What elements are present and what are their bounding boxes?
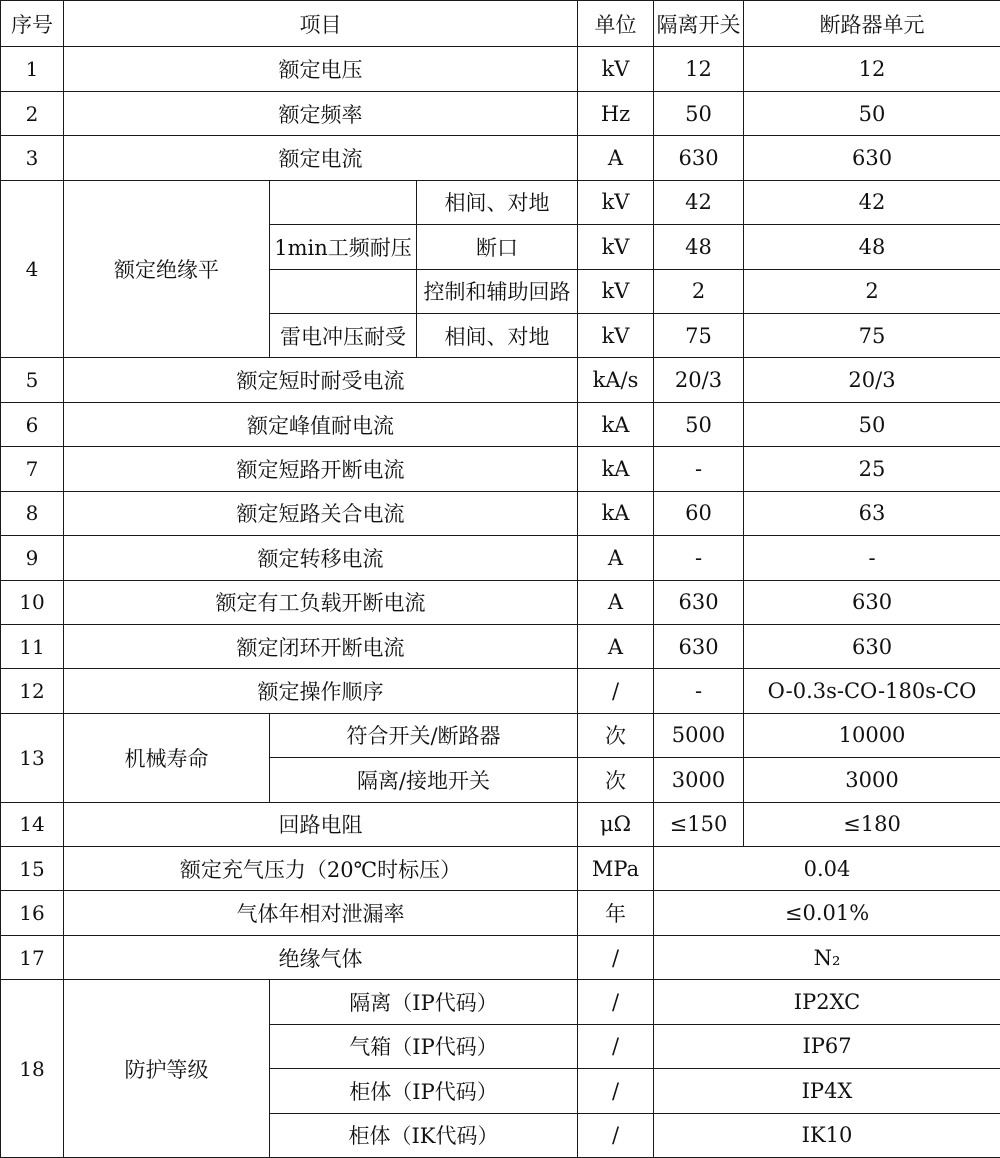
row-unit: kA <box>578 447 654 491</box>
row-unit: / <box>578 1113 654 1157</box>
row-breaker-value: 630 <box>744 136 1000 180</box>
row-unit: kV <box>578 269 654 313</box>
row-unit: Hz <box>578 91 654 135</box>
header-seq: 序号 <box>1 1 64 47</box>
row-item: 防护等级 <box>64 980 270 1158</box>
header-row <box>1 1 1000 47</box>
row-group-label: 雷电冲压耐受 <box>270 313 417 357</box>
row-breaker-value: 63 <box>744 491 1000 535</box>
row-unit: kV <box>578 225 654 269</box>
row-item: 额定操作顺序 <box>64 669 578 713</box>
row-item: 额定短时耐受电流 <box>64 358 578 402</box>
row-subitem: 相间、对地 <box>417 313 578 357</box>
row-breaker-value: 2 <box>744 269 1000 313</box>
row-shared-value: IP4X <box>654 1069 1000 1113</box>
row-unit: / <box>578 669 654 713</box>
row-item: 机械寿命 <box>64 713 270 802</box>
row-breaker-value: 20/3 <box>744 358 1000 402</box>
row-isolator-value: ≤150 <box>654 802 744 846</box>
row-subitem: 柜体（IK代码） <box>270 1113 578 1157</box>
row-item: 额定充气压力（20℃时标压） <box>64 847 578 891</box>
row-unit: / <box>578 1024 654 1068</box>
row-breaker-value: ≤180 <box>744 802 1000 846</box>
table-row <box>1 935 1000 979</box>
row-seq: 1 <box>1 47 64 91</box>
table-row <box>1 669 1000 713</box>
row-unit: / <box>578 1069 654 1113</box>
row-isolator-value: 630 <box>654 136 744 180</box>
row-unit: / <box>578 980 654 1024</box>
row-isolator-value: 3000 <box>654 758 744 802</box>
row-unit: kA/s <box>578 358 654 402</box>
row-unit: / <box>578 935 654 979</box>
row-shared-value: 0.04 <box>654 847 1000 891</box>
row-seq: 6 <box>1 402 64 446</box>
table-row <box>1 91 1000 135</box>
table-row <box>1 358 1000 402</box>
row-unit: kA <box>578 402 654 446</box>
row-unit: 次 <box>578 713 654 757</box>
row-seq: 4 <box>1 180 64 358</box>
row-shared-value: ≤0.01% <box>654 891 1000 935</box>
row-item: 额定电流 <box>64 136 578 180</box>
row-subitem: 符合开关/断路器 <box>270 713 578 757</box>
row-item: 额定电压 <box>64 47 578 91</box>
header-unit: 单位 <box>578 1 654 47</box>
row-seq: 10 <box>1 580 64 624</box>
row-seq: 18 <box>1 980 64 1158</box>
row-item: 额定短路开断电流 <box>64 447 578 491</box>
row-isolator-value: 5000 <box>654 713 744 757</box>
row-subitem: 控制和辅助回路 <box>417 269 578 313</box>
row-seq: 9 <box>1 536 64 580</box>
row-subitem: 气箱（IP代码） <box>270 1024 578 1068</box>
row-isolator-value: 12 <box>654 47 744 91</box>
row-breaker-value: 50 <box>744 402 1000 446</box>
row-unit: A <box>578 136 654 180</box>
row-shared-value: N₂ <box>654 935 1000 979</box>
row-seq: 14 <box>1 802 64 846</box>
row-breaker-value: - <box>744 536 1000 580</box>
row-isolator-value: - <box>654 447 744 491</box>
row-isolator-value: 20/3 <box>654 358 744 402</box>
row-unit: A <box>578 580 654 624</box>
row-shared-value: IK10 <box>654 1113 1000 1157</box>
row-breaker-value: 42 <box>744 180 1000 224</box>
row-seq: 15 <box>1 847 64 891</box>
row-item: 绝缘气体 <box>64 935 578 979</box>
row-isolator-value: 630 <box>654 580 744 624</box>
row-unit: 次 <box>578 758 654 802</box>
row-subitem: 隔离/接地开关 <box>270 758 578 802</box>
header-item: 项目 <box>64 1 578 47</box>
row-isolator-value: 630 <box>654 624 744 668</box>
table-row <box>1 536 1000 580</box>
row-seq: 12 <box>1 669 64 713</box>
table-row <box>1 713 1000 757</box>
row-shared-value: IP67 <box>654 1024 1000 1068</box>
row-isolator-value: 50 <box>654 91 744 135</box>
row-group-label: 1min工频耐压 <box>270 225 417 269</box>
row-unit: 年 <box>578 891 654 935</box>
row-unit: A <box>578 536 654 580</box>
row-isolator-value: - <box>654 669 744 713</box>
table-row <box>1 802 1000 846</box>
header-breaker: 断路器单元 <box>744 1 1000 47</box>
table-row <box>1 136 1000 180</box>
row-unit: μΩ <box>578 802 654 846</box>
row-item: 额定短路关合电流 <box>64 491 578 535</box>
row-isolator-value: 48 <box>654 225 744 269</box>
table-row <box>1 47 1000 91</box>
row-isolator-value: - <box>654 536 744 580</box>
table-row <box>1 891 1000 935</box>
row-seq: 16 <box>1 891 64 935</box>
table-row <box>1 980 1000 1024</box>
empty-cell <box>270 180 417 224</box>
header-isolator: 隔离开关 <box>654 1 744 47</box>
row-item: 气体年相对泄漏率 <box>64 891 578 935</box>
row-seq: 2 <box>1 91 64 135</box>
row-unit: kV <box>578 313 654 357</box>
table-row <box>1 447 1000 491</box>
row-seq: 8 <box>1 491 64 535</box>
row-isolator-value: 42 <box>654 180 744 224</box>
row-seq: 3 <box>1 136 64 180</box>
row-item: 额定频率 <box>64 91 578 135</box>
row-breaker-value: 50 <box>744 91 1000 135</box>
row-breaker-value: O-0.3s-CO-180s-CO <box>744 669 1000 713</box>
row-shared-value: IP2XC <box>654 980 1000 1024</box>
row-breaker-value: 25 <box>744 447 1000 491</box>
row-breaker-value: 10000 <box>744 713 1000 757</box>
row-subitem: 柜体（IP代码） <box>270 1069 578 1113</box>
empty-cell <box>270 269 417 313</box>
table-row <box>1 180 1000 224</box>
row-subitem: 断口 <box>417 225 578 269</box>
row-breaker-value: 12 <box>744 47 1000 91</box>
row-seq: 17 <box>1 935 64 979</box>
row-breaker-value: 630 <box>744 624 1000 668</box>
table-row <box>1 847 1000 891</box>
row-unit: A <box>578 624 654 668</box>
row-subitem: 相间、对地 <box>417 180 578 224</box>
row-isolator-value: 75 <box>654 313 744 357</box>
row-seq: 7 <box>1 447 64 491</box>
row-breaker-value: 75 <box>744 313 1000 357</box>
row-unit: kV <box>578 180 654 224</box>
row-isolator-value: 60 <box>654 491 744 535</box>
row-unit: kA <box>578 491 654 535</box>
row-breaker-value: 3000 <box>744 758 1000 802</box>
row-subitem: 隔离（IP代码） <box>270 980 578 1024</box>
row-isolator-value: 2 <box>654 269 744 313</box>
row-item: 额定闭环开断电流 <box>64 624 578 668</box>
table-row <box>1 624 1000 668</box>
row-breaker-value: 630 <box>744 580 1000 624</box>
row-breaker-value: 48 <box>744 225 1000 269</box>
row-item: 额定绝缘平 <box>64 180 270 358</box>
row-item: 额定峰值耐电流 <box>64 402 578 446</box>
table-row <box>1 402 1000 446</box>
row-seq: 11 <box>1 624 64 668</box>
row-isolator-value: 50 <box>654 402 744 446</box>
row-seq: 13 <box>1 713 64 802</box>
row-item: 回路电阻 <box>64 802 578 846</box>
row-item: 额定转移电流 <box>64 536 578 580</box>
row-unit: MPa <box>578 847 654 891</box>
table-row <box>1 580 1000 624</box>
table-row <box>1 491 1000 535</box>
row-unit: kV <box>578 47 654 91</box>
row-item: 额定有工负载开断电流 <box>64 580 578 624</box>
row-seq: 5 <box>1 358 64 402</box>
